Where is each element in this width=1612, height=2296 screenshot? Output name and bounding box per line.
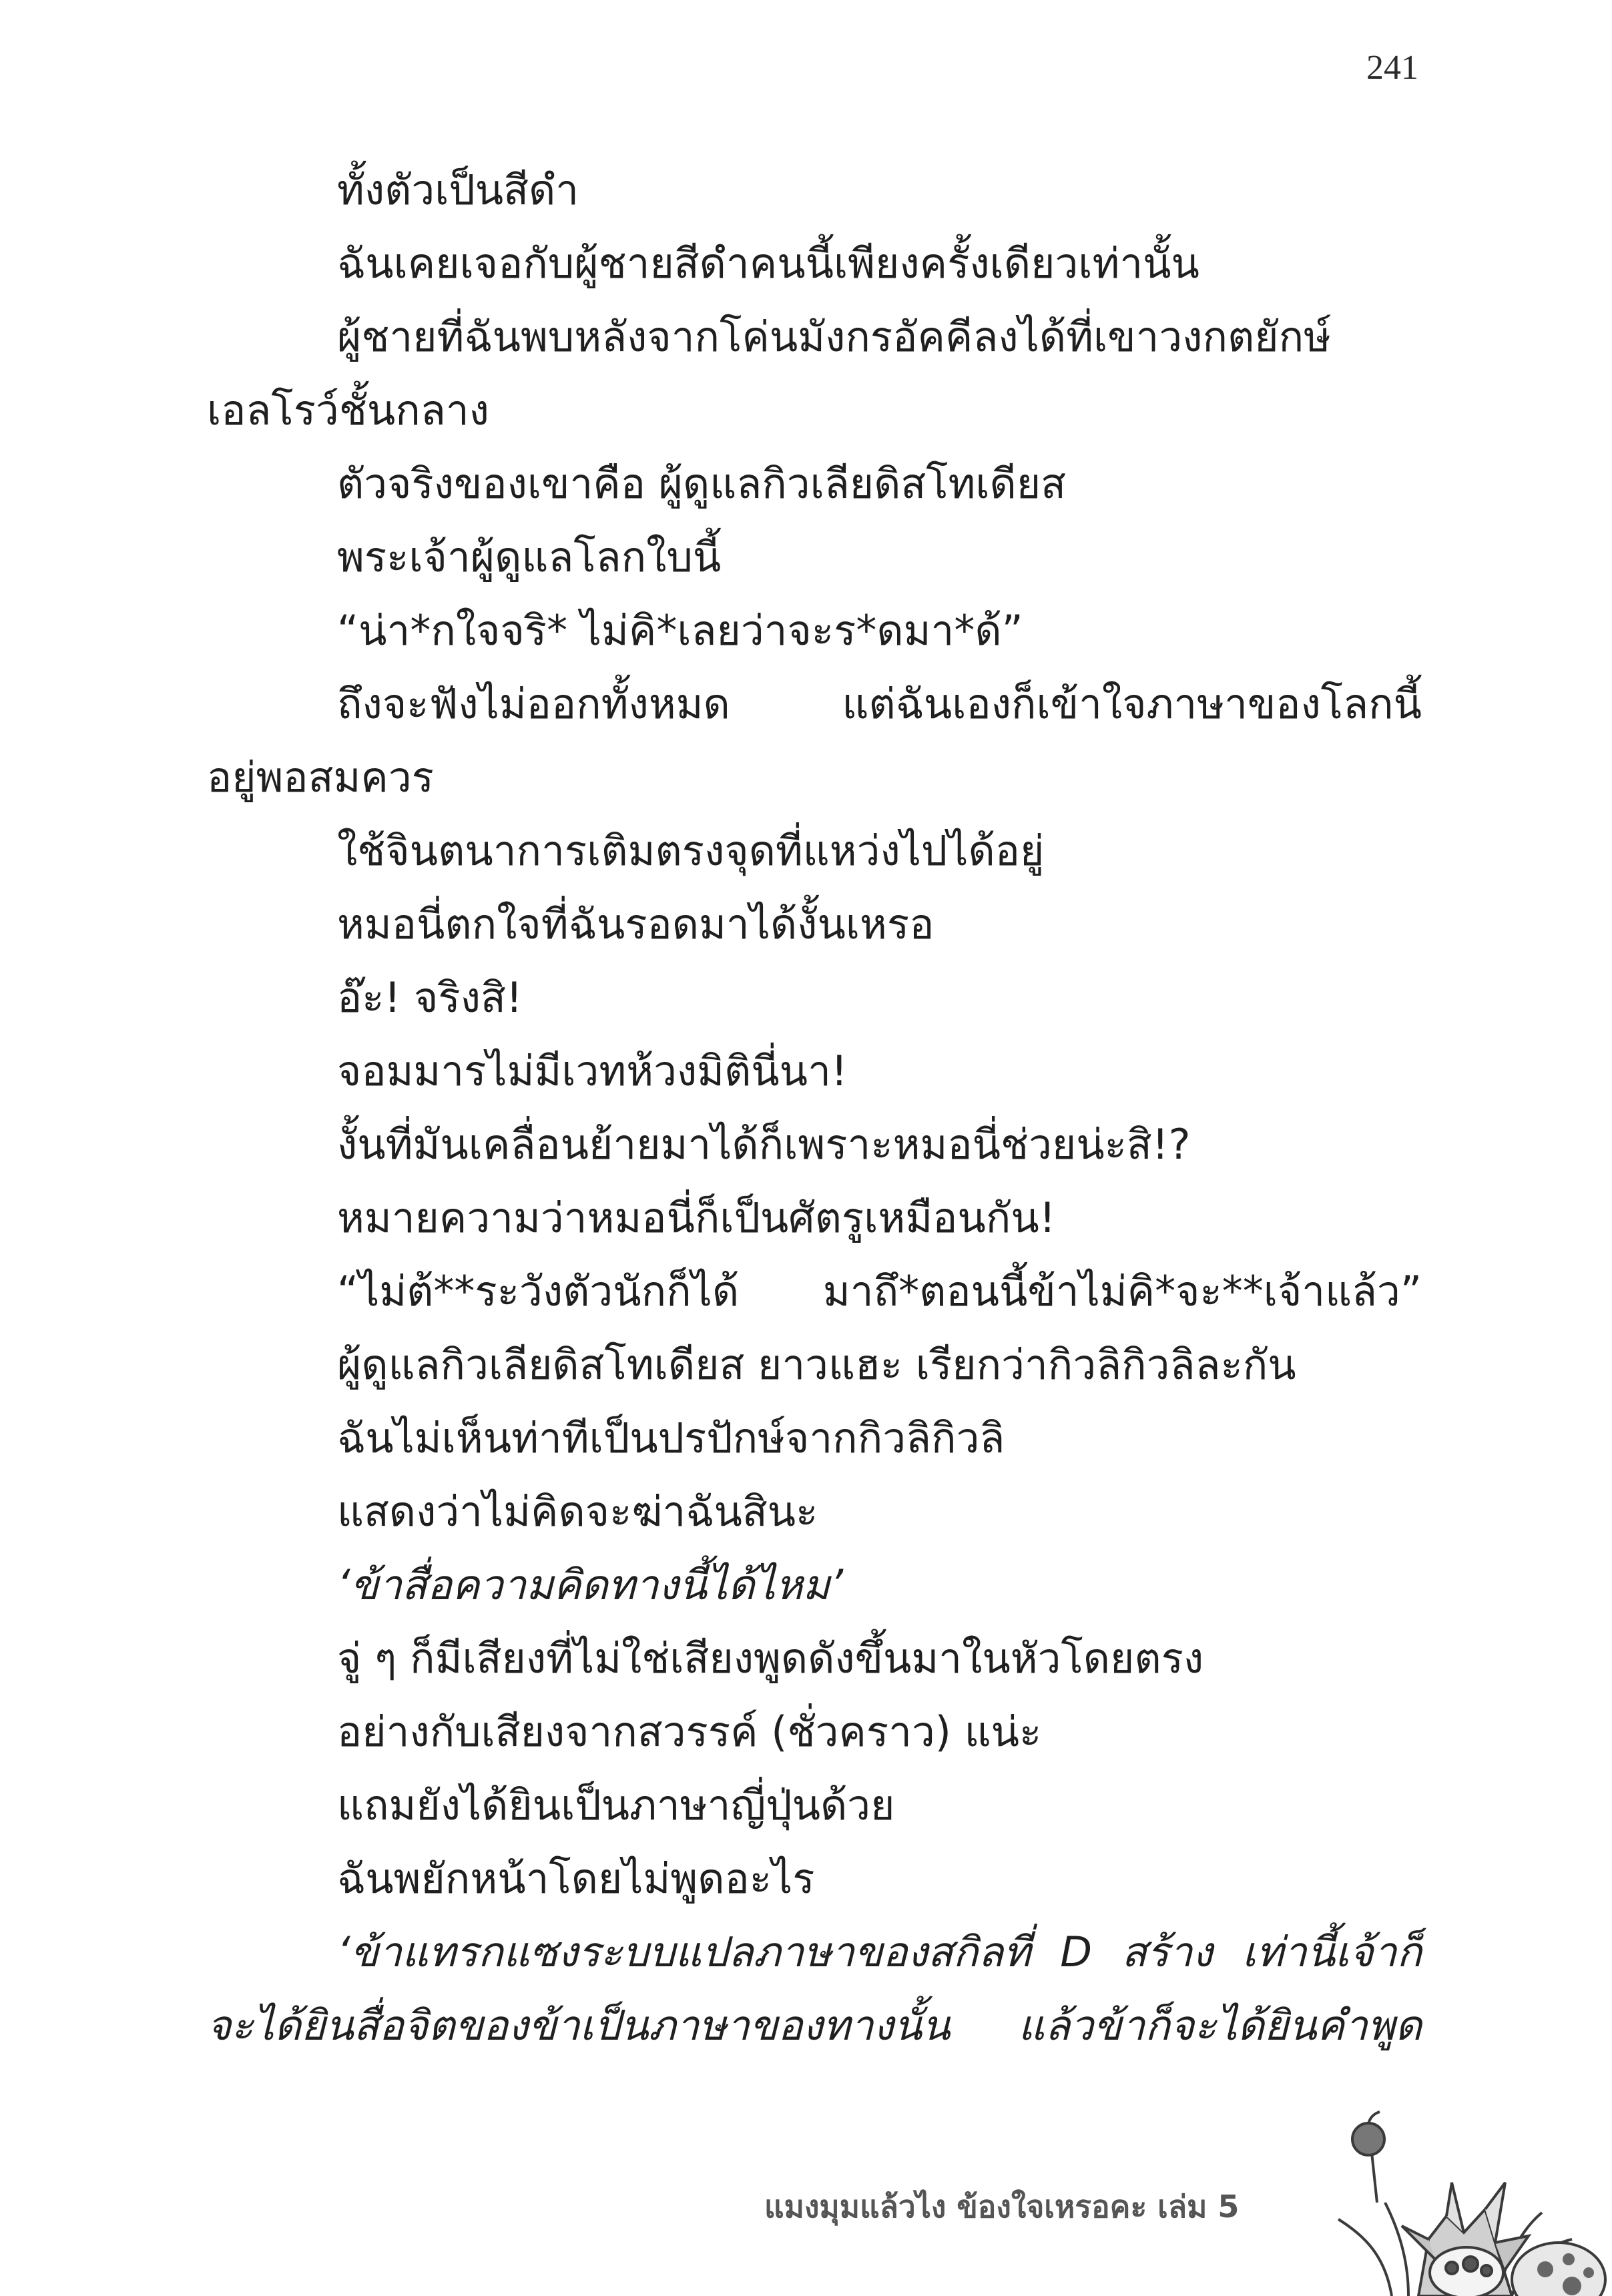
text-line: พระเจ้าผู้ดูแลโลกใบนี้	[337, 533, 722, 581]
text-line: อย่างกับเสียงจากสวรรค์ (ชั่วคราว) แน่ะ	[337, 1707, 1042, 1756]
text-line: ผู้ชายที่ฉันพบหลังจากโค่นมังกรอัคคีลงได้ที่เขาวงกตยักษ์	[337, 312, 1331, 361]
body-text	[207, 154, 1422, 2062]
text-line: แสดงว่าไม่คิดจะฆ่าฉันสินะ	[337, 1487, 818, 1536]
text-line: ฉันไม่เห็นท่าทีเป็นปรปักษ์จากกิวลิกิวลิ	[337, 1414, 1005, 1462]
text-line: ‘ข้าแทรกแซงระบบแปลภาษาของสกิลที่ D สร้าง เท่านี้เจ้าก็	[337, 1928, 1422, 1976]
text-line: หมายความว่าหมอนี่ก็เป็นศัตรูเหมือนกัน!	[337, 1193, 1056, 1242]
text-line: จอมมารไม่มีเวทห้วงมิตินี่นา!	[337, 1047, 848, 1095]
text-line: อ๊ะ! จริงสิ!	[337, 973, 523, 1022]
text-line: “น่า*กใจจริ* ไม่คิ*เลยว่าจะร*ดมา*ด้”	[337, 606, 1023, 655]
text-line: จู่ ๆ ก็มีเสียงที่ไม่ใช่เสียงพูดดังขึ้นมาในหัวโดยตรง	[337, 1634, 1204, 1683]
text-line: ฉันพยักหน้าโดยไม่พูดอะไร	[337, 1854, 815, 1903]
text-line: จะได้ยินสื่อจิตของข้าเป็นภาษาของทางนั้น แล้วข้าก็จะได้ยินคำพูด	[207, 2001, 1422, 2050]
text-line: ใช้จินตนาการเติมตรงจุดที่แหว่งไปได้อยู่	[337, 826, 1045, 875]
text-line: ถึงจะฟังไม่ออกทั้งหมด แต่ฉันเองก็เข้าใจภาษาของโลกนี้	[337, 679, 1422, 728]
text-line: ฉันเคยเจอกับผู้ชายสีดำคนนี้เพียงครั้งเดียวเท่านั้น	[337, 239, 1199, 288]
text-line: ‘ข้าสื่อความคิดทางนี้ได้ไหม’	[337, 1560, 844, 1609]
text-line: ทั้งตัวเป็นสีดำ	[337, 166, 579, 214]
text-line: งั้นที่มันเคลื่อนย้ายมาได้ก็เพราะหมอนี่ช่วยน่ะสิ!?	[337, 1120, 1191, 1169]
footer-book-title: แมงมุมแล้วไง ข้องใจเหรอคะ เล่ม 5	[764, 2189, 1240, 2225]
text-line: ผู้ดูแลกิวเลียดิสโทเดียส ยาวแฮะ เรียกว่ากิวลิกิวลิละกัน	[337, 1340, 1296, 1389]
text-line: เอลโรว์ชั้นกลาง	[207, 386, 489, 435]
text-line: แถมยังได้ยินเป็นภาษาญี่ปุ่นด้วย	[337, 1781, 895, 1829]
text-line: ตัวจริงของเขาคือ ผู้ดูแลกิวเลียดิสโทเดียส	[337, 459, 1066, 508]
text-line: “ไม่ต้**ระวังตัวนักก็ได้ มาถึ*ตอนนี้ข้าไม่คิ*จะ**เจ้าแล้ว”	[337, 1267, 1422, 1316]
text-line: อยู่พอสมควร	[207, 753, 434, 802]
text-line: หมอนี่ตกใจที่ฉันรอดมาได้งั้นเหรอ	[337, 900, 934, 948]
spider-mascot-illustration	[1292, 2102, 1612, 2296]
page-number: 241	[1366, 49, 1418, 87]
